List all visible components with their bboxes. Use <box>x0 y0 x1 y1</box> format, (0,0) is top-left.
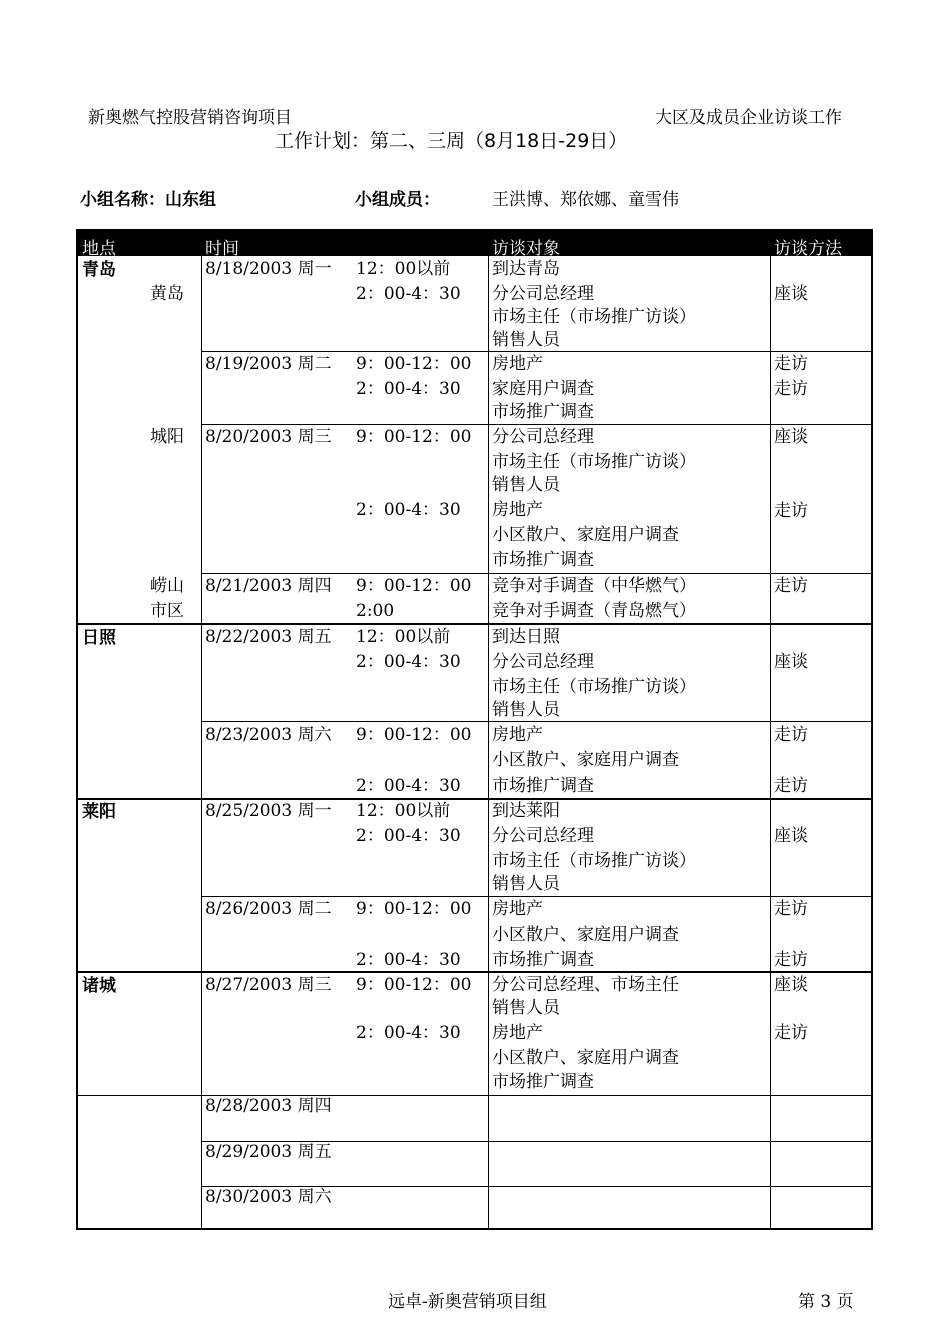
method-cell: 座谈 <box>774 652 808 672</box>
divider <box>201 256 202 1230</box>
method-cell: 走访 <box>774 379 808 399</box>
time-cell: 2：00-4：30 <box>356 950 461 970</box>
time-cell: 12：00以前 <box>356 259 451 279</box>
time-cell: 2：00-4：30 <box>356 776 461 796</box>
divider <box>201 573 873 574</box>
method-cell: 座谈 <box>774 284 808 304</box>
footer-page-number: 第 3 页 <box>798 1292 854 1312</box>
divider <box>78 623 873 625</box>
method-cell: 走访 <box>774 354 808 374</box>
method-cell: 座谈 <box>774 975 808 995</box>
subject-cell: 房地产 <box>492 899 543 919</box>
method-cell: 走访 <box>774 501 808 521</box>
district-cell: 城阳 <box>150 427 184 447</box>
subject-cell: 销售人员 <box>492 998 560 1018</box>
subject-cell: 竞争对手调查（中华燃气） <box>492 576 696 596</box>
date-cell: 8/30/2003 周六 <box>205 1187 332 1207</box>
group-members-label: 小组成员： <box>355 190 440 210</box>
divider <box>488 256 489 1230</box>
subject-cell: 市场推广调查 <box>492 950 594 970</box>
subject-cell: 市场主任（市场推广访谈） <box>492 452 696 472</box>
method-cell: 走访 <box>774 1023 808 1043</box>
divider <box>78 798 873 800</box>
divider <box>201 351 873 352</box>
subject-cell: 市场推广调查 <box>492 776 594 796</box>
date-cell: 8/22/2003 周五 <box>205 627 332 647</box>
subject-cell: 到达莱阳 <box>492 801 560 821</box>
date-cell: 8/23/2003 周六 <box>205 725 332 745</box>
subject-cell: 到达日照 <box>492 627 560 647</box>
time-cell: 2：00-4：30 <box>356 826 461 846</box>
time-cell: 12：00以前 <box>356 801 451 821</box>
subject-cell: 销售人员 <box>492 700 560 720</box>
city-cell: 莱阳 <box>82 802 116 822</box>
method-cell: 走访 <box>774 776 808 796</box>
schedule-table <box>76 229 873 1230</box>
subject-cell: 分公司总经理 <box>492 652 594 672</box>
footer-team: 远卓-新奥营销项目组 <box>388 1292 547 1312</box>
date-cell: 8/19/2003 周二 <box>205 354 332 374</box>
date-cell: 8/20/2003 周三 <box>205 427 332 447</box>
subject-cell: 竞争对手调查（青岛燃气） <box>492 601 696 621</box>
header-time: 时间 <box>205 239 239 259</box>
date-cell: 8/21/2003 周四 <box>205 576 332 596</box>
header-method: 访谈方法 <box>774 239 842 259</box>
header-interviewee: 访谈对象 <box>492 239 560 259</box>
time-cell: 9：00-12：00 <box>356 725 472 745</box>
district-cell: 黄岛 <box>150 284 184 304</box>
time-cell: 9：00-12：00 <box>356 427 472 447</box>
subject-cell: 房地产 <box>492 500 543 520</box>
subject-cell: 市场推广调查 <box>492 1072 594 1092</box>
subject-cell: 市场主任（市场推广访谈） <box>492 677 696 697</box>
method-cell: 座谈 <box>774 427 808 447</box>
divider <box>201 721 873 722</box>
group-members: 王洪博、郑依娜、童雪伟 <box>492 190 679 210</box>
time-cell: 2:00 <box>356 601 395 621</box>
subject-cell: 销售人员 <box>492 874 560 894</box>
date-cell: 8/18/2003 周一 <box>205 259 332 279</box>
time-cell: 9：00-12：00 <box>356 354 472 374</box>
divider <box>201 424 873 425</box>
header-location: 地点 <box>82 239 116 259</box>
subject-cell: 分公司总经理 <box>492 284 594 304</box>
city-cell: 日照 <box>82 628 116 648</box>
subject-cell: 到达青岛 <box>492 259 560 279</box>
date-cell: 8/26/2003 周二 <box>205 899 332 919</box>
subject-cell: 小区散户、家庭用户调查 <box>492 750 679 770</box>
header-project-name: 新奥燃气控股营销咨询项目 <box>88 108 292 128</box>
header-section-name: 大区及成员企业访谈工作 <box>655 108 842 128</box>
date-cell: 8/29/2003 周五 <box>205 1142 332 1162</box>
district-cell: 市区 <box>150 601 184 621</box>
subject-cell: 房地产 <box>492 354 543 374</box>
method-cell: 走访 <box>774 899 808 919</box>
subject-cell: 小区散户、家庭用户调查 <box>492 525 679 545</box>
subject-cell: 市场主任（市场推广访谈） <box>492 307 696 327</box>
subject-cell: 销售人员 <box>492 330 560 350</box>
city-cell: 青岛 <box>82 260 116 280</box>
time-cell: 12：00以前 <box>356 627 451 647</box>
method-cell: 走访 <box>774 950 808 970</box>
method-cell: 走访 <box>774 725 808 745</box>
time-cell: 2：00-4：30 <box>356 1023 461 1043</box>
time-cell: 2：00-4：30 <box>356 379 461 399</box>
time-cell: 2：00-4：30 <box>356 500 461 520</box>
page-title: 工作计划：第二、三周（8月18日-29日） <box>275 130 628 152</box>
divider <box>770 256 771 1230</box>
subject-cell: 房地产 <box>492 725 543 745</box>
subject-cell: 分公司总经理 <box>492 427 594 447</box>
method-cell: 座谈 <box>774 826 808 846</box>
time-cell: 9：00-12：00 <box>356 975 472 995</box>
subject-cell: 分公司总经理、市场主任 <box>492 975 679 995</box>
subject-cell: 市场推广调查 <box>492 550 594 570</box>
subject-cell: 销售人员 <box>492 475 560 495</box>
time-cell: 9：00-12：00 <box>356 899 472 919</box>
subject-cell: 房地产 <box>492 1023 543 1043</box>
time-cell: 2：00-4：30 <box>356 652 461 672</box>
subject-cell: 市场主任（市场推广访谈） <box>492 851 696 871</box>
table-header-row <box>78 231 871 256</box>
divider <box>201 896 873 897</box>
city-cell: 诸城 <box>82 976 116 996</box>
date-cell: 8/25/2003 周一 <box>205 801 332 821</box>
district-cell: 崂山 <box>150 576 184 596</box>
divider <box>78 971 873 973</box>
subject-cell: 市场推广调查 <box>492 402 594 422</box>
time-cell: 9：00-12：00 <box>356 576 472 596</box>
date-cell: 8/27/2003 周三 <box>205 975 332 995</box>
time-cell: 2：00-4：30 <box>356 284 461 304</box>
group-name: 小组名称：山东组 <box>80 190 216 210</box>
method-cell: 走访 <box>774 576 808 596</box>
divider <box>78 1095 873 1096</box>
subject-cell: 分公司总经理 <box>492 826 594 846</box>
subject-cell: 家庭用户调查 <box>492 379 594 399</box>
date-cell: 8/28/2003 周四 <box>205 1096 332 1116</box>
subject-cell: 小区散户、家庭用户调查 <box>492 925 679 945</box>
subject-cell: 小区散户、家庭用户调查 <box>492 1048 679 1068</box>
